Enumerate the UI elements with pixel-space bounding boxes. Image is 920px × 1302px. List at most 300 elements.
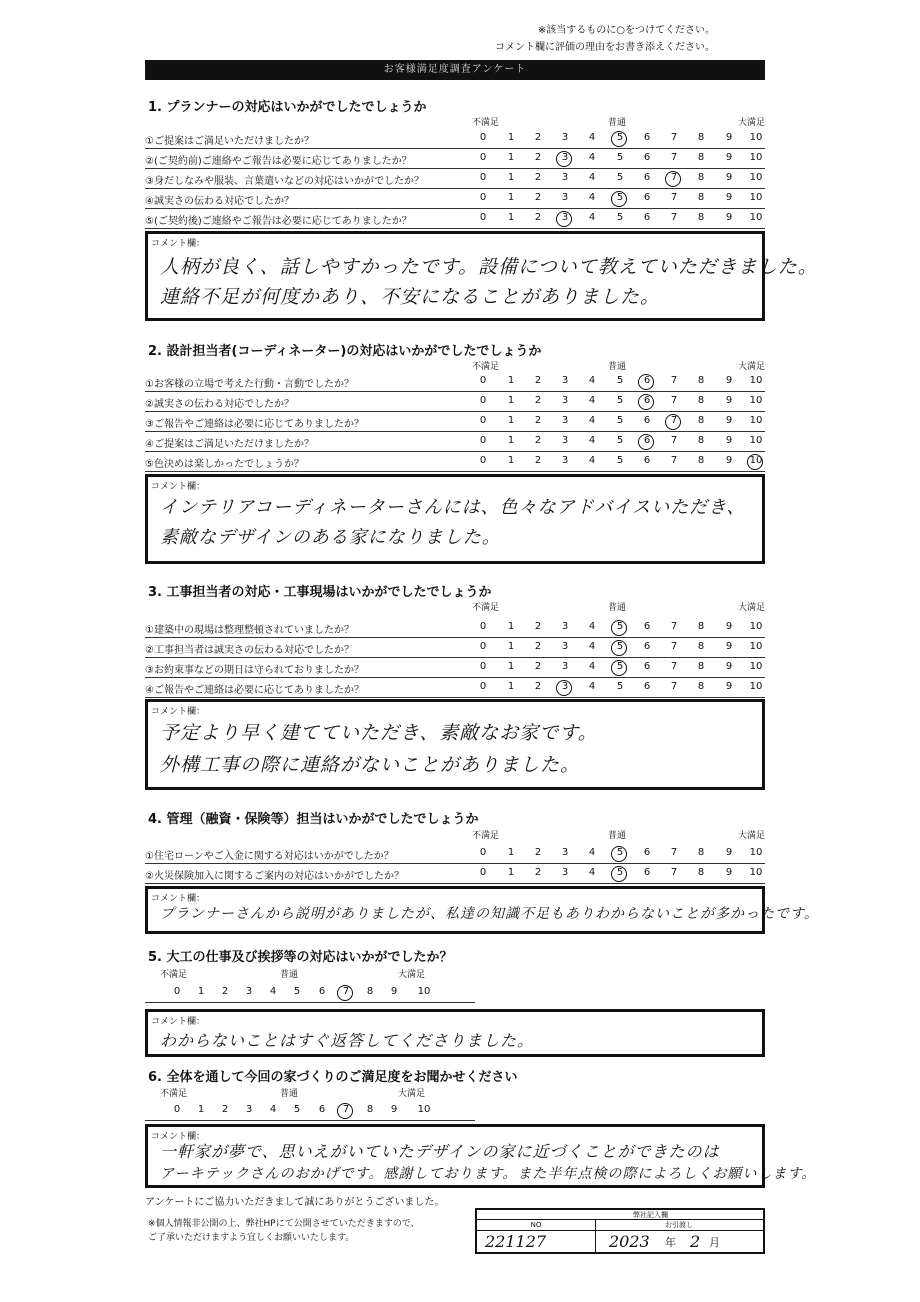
rating-option-6[interactable]: 6 — [643, 681, 651, 692]
rating-option-9[interactable]: 9 — [725, 847, 733, 858]
rating-option-4[interactable]: 4 — [588, 867, 596, 878]
rating-option-6[interactable]: 6 — [643, 641, 651, 652]
section-2-question-5: ⑤色決めは楽しかったでしょうか？ — [145, 459, 304, 470]
rating-option-5[interactable]: 5 — [616, 681, 624, 692]
rating-option-0[interactable]: 0 — [173, 986, 181, 997]
rating-option-1[interactable]: 1 — [507, 395, 515, 406]
rating-option-8[interactable]: 8 — [697, 415, 705, 426]
rating-option-3[interactable]: 3 — [561, 395, 569, 406]
question-row — [145, 637, 765, 658]
rating-option-0[interactable]: 0 — [479, 172, 487, 183]
thanks-text: アンケートにご協力いただきまして誠にありがとうございました。 — [145, 1197, 445, 1208]
rating-option-7[interactable]: 7 — [336, 1104, 356, 1115]
rating-option-5[interactable]: 5 — [610, 192, 630, 203]
rating-option-9[interactable]: 9 — [725, 621, 733, 632]
rating-option-3[interactable]: 3 — [561, 867, 569, 878]
rating-option-0[interactable]: 0 — [479, 435, 487, 446]
section-4-title: 4. 管理（融資・保険等）担当はいかがでしたでしょうか — [148, 812, 479, 827]
rating-option-2[interactable]: 2 — [534, 867, 542, 878]
rating-option-10[interactable]: 10 — [749, 681, 763, 692]
rating-option-7[interactable]: 7 — [670, 152, 678, 163]
rating-option-7[interactable]: 7 — [670, 375, 678, 386]
rating-option-4[interactable]: 4 — [269, 1104, 277, 1115]
section-1-question-4: ④誠実さの伝わる対応でしたか？ — [145, 196, 294, 207]
rating-option-1[interactable]: 1 — [507, 172, 515, 183]
section-2-low-label: 不満足 — [472, 362, 500, 372]
rating-option-6[interactable]: 6 — [643, 415, 651, 426]
rating-option-0[interactable]: 0 — [479, 395, 487, 406]
comment-label: コメント欄： — [151, 894, 206, 904]
rating-option-5[interactable]: 5 — [610, 132, 630, 143]
rating-option-2[interactable]: 2 — [534, 621, 542, 632]
rating-option-4[interactable]: 4 — [588, 621, 596, 632]
privacy-note-2: ご了承いただけますよう宜しくお願いいたします。 — [148, 1233, 355, 1243]
rating-option-4[interactable]: 4 — [588, 192, 596, 203]
question-row — [145, 843, 765, 864]
section-1-question-2: ②(ご契約前)ご連絡やご報告は必要に応じてありましたか？ — [145, 156, 412, 167]
section-5-comment-line: わからないことはすぐ返答してくださりました。 — [160, 1031, 535, 1050]
rating-option-1[interactable]: 1 — [507, 681, 515, 692]
no-value: 221127 — [485, 1232, 547, 1251]
rating-option-0[interactable]: 0 — [479, 847, 487, 858]
rating-option-9[interactable]: 9 — [390, 1104, 398, 1115]
rating-option-5[interactable]: 5 — [616, 152, 624, 163]
rating-option-9[interactable]: 9 — [725, 132, 733, 143]
rating-option-5[interactable]: 5 — [616, 415, 624, 426]
rating-option-10[interactable]: 10 — [749, 152, 763, 163]
rating-option-3[interactable]: 3 — [561, 455, 569, 466]
rating-option-7[interactable]: 7 — [670, 435, 678, 446]
rating-option-3[interactable]: 3 — [245, 1104, 253, 1115]
rating-option-0[interactable]: 0 — [479, 455, 487, 466]
rating-option-7[interactable]: 7 — [670, 192, 678, 203]
question-row — [145, 657, 765, 678]
rating-option-1[interactable]: 1 — [507, 212, 515, 223]
rating-option-9[interactable]: 9 — [725, 415, 733, 426]
rating-option-0[interactable]: 0 — [479, 212, 487, 223]
rating-option-8[interactable]: 8 — [697, 192, 705, 203]
rating-option-0[interactable]: 0 — [479, 621, 487, 632]
selected-circle — [611, 640, 627, 656]
selected-circle — [638, 374, 654, 390]
rating-option-7[interactable]: 7 — [664, 172, 684, 183]
selected-circle — [556, 211, 572, 227]
selected-circle — [747, 454, 763, 470]
question-row — [145, 863, 765, 884]
rating-option-2[interactable]: 2 — [534, 395, 542, 406]
selected-circle — [337, 1103, 353, 1119]
rating-option-3[interactable]: 3 — [561, 172, 569, 183]
question-row — [145, 451, 765, 472]
rating-option-6[interactable]: 6 — [643, 192, 651, 203]
question-row — [145, 128, 765, 149]
rating-option-9[interactable]: 9 — [725, 152, 733, 163]
rating-option-3[interactable]: 3 — [561, 847, 569, 858]
rating-option-4[interactable]: 4 — [588, 212, 596, 223]
rating-option-2[interactable]: 2 — [534, 192, 542, 203]
rating-option-3[interactable]: 3 — [245, 986, 253, 997]
selected-circle — [638, 394, 654, 410]
selected-circle — [556, 151, 572, 167]
section-4-comment-box — [145, 886, 819, 934]
section-2-comment-box — [145, 474, 765, 564]
question-row — [145, 431, 765, 452]
rating-option-2[interactable]: 2 — [534, 661, 542, 672]
section-4-high-label: 大満足 — [738, 831, 766, 841]
section-6-title: 6. 全体を通して今回の家づくりのご満足度をお聞かせください — [148, 1070, 518, 1085]
rating-option-2[interactable]: 2 — [534, 375, 542, 386]
section-2-question-1: ①お客様の立場で考えた行動・言動でしたか？ — [145, 379, 354, 390]
rating-option-1[interactable]: 1 — [507, 415, 515, 426]
rating-option-0[interactable]: 0 — [479, 867, 487, 878]
rating-option-1[interactable]: 1 — [507, 641, 515, 652]
rating-option-10[interactable]: 10 — [749, 192, 763, 203]
rating-option-2[interactable]: 2 — [534, 847, 542, 858]
rating-option-9[interactable]: 9 — [725, 212, 733, 223]
rating-option-3[interactable]: 3 — [561, 192, 569, 203]
rating-option-8[interactable]: 8 — [697, 641, 705, 652]
rating-option-4[interactable]: 4 — [588, 641, 596, 652]
rating-option-8[interactable]: 8 — [366, 1104, 374, 1115]
section-2-question-4: ④ご提案はご満足いただけましたか？ — [145, 439, 314, 450]
rating-option-8[interactable]: 8 — [697, 847, 705, 858]
section-1-high-label: 大満足 — [738, 118, 766, 128]
selected-circle — [556, 680, 572, 696]
rating-option-10[interactable]: 10 — [749, 172, 763, 183]
rating-option-0[interactable]: 0 — [479, 661, 487, 672]
rating-option-6[interactable]: 6 — [643, 867, 651, 878]
rating-option-1[interactable]: 1 — [507, 132, 515, 143]
rating-option-5[interactable]: 5 — [610, 661, 630, 672]
rating-option-10[interactable]: 10 — [417, 1104, 431, 1115]
rating-option-7[interactable]: 7 — [670, 212, 678, 223]
rating-option-2[interactable]: 2 — [534, 681, 542, 692]
rating-option-3[interactable]: 3 — [561, 621, 569, 632]
rating-option-1[interactable]: 1 — [197, 986, 205, 997]
rating-option-9[interactable]: 9 — [725, 455, 733, 466]
rating-option-6[interactable]: 6 — [643, 132, 651, 143]
rating-option-1[interactable]: 1 — [197, 1104, 205, 1115]
rating-option-6[interactable]: 6 — [637, 435, 657, 446]
office-divider — [595, 1220, 596, 1252]
rating-option-5[interactable]: 5 — [616, 375, 624, 386]
section-3-mid-label: 普通 — [608, 603, 627, 613]
rating-option-6[interactable]: 6 — [643, 621, 651, 632]
rating-option-7[interactable]: 7 — [670, 132, 678, 143]
rating-option-3[interactable]: 3 — [555, 152, 575, 163]
rating-option-3[interactable]: 3 — [561, 132, 569, 143]
rating-option-9[interactable]: 9 — [725, 192, 733, 203]
question-row — [145, 208, 765, 229]
rating-option-10[interactable]: 10 — [749, 395, 763, 406]
selected-circle — [611, 866, 627, 882]
rating-option-3[interactable]: 3 — [561, 415, 569, 426]
rating-option-1[interactable]: 1 — [507, 847, 515, 858]
section-3-comment-line-2: 外構工事の際に連絡がないことがありました。 — [160, 754, 581, 776]
rating-option-1[interactable]: 1 — [507, 435, 515, 446]
rating-option-8[interactable]: 8 — [697, 661, 705, 672]
rating-option-4[interactable]: 4 — [588, 375, 596, 386]
rating-option-6[interactable]: 6 — [637, 395, 657, 406]
rating-option-7[interactable]: 7 — [670, 395, 678, 406]
section-2-high-label: 大満足 — [738, 362, 766, 372]
rating-option-4[interactable]: 4 — [269, 986, 277, 997]
year-unit: 年 — [665, 1236, 676, 1249]
section-1-mid-label: 普通 — [608, 118, 627, 128]
section-4-question-2: ②火災保険加入に関するご案内の対応はいかがでしたか？ — [145, 871, 404, 882]
section-2-comment-line-1: インテリアコーディネーターさんには、色々なアドバイスいただき、 — [160, 497, 746, 518]
rating-option-0[interactable]: 0 — [173, 1104, 181, 1115]
rating-option-1[interactable]: 1 — [507, 455, 515, 466]
rating-option-2[interactable]: 2 — [534, 132, 542, 143]
rating-option-7[interactable]: 7 — [670, 847, 678, 858]
selected-circle — [611, 660, 627, 676]
rating-option-7[interactable]: 7 — [670, 621, 678, 632]
rating-option-1[interactable]: 1 — [507, 192, 515, 203]
rating-option-6[interactable]: 6 — [643, 212, 651, 223]
handover-month: 2 — [690, 1232, 701, 1251]
rating-option-8[interactable]: 8 — [697, 395, 705, 406]
section-5-high-label: 大満足 — [398, 970, 426, 980]
rating-option-6[interactable]: 6 — [643, 661, 651, 672]
rating-option-10[interactable]: 10 — [749, 621, 763, 632]
rating-option-3[interactable]: 3 — [555, 681, 575, 692]
rating-option-8[interactable]: 8 — [697, 867, 705, 878]
rating-option-5[interactable]: 5 — [616, 212, 624, 223]
rating-option-5[interactable]: 5 — [293, 1104, 301, 1115]
rating-option-1[interactable]: 1 — [507, 152, 515, 163]
rating-option-5[interactable]: 5 — [616, 395, 624, 406]
rating-option-3[interactable]: 3 — [561, 661, 569, 672]
section-4-mid-label: 普通 — [608, 831, 627, 841]
section-5-rule — [145, 1002, 475, 1003]
rating-option-1[interactable]: 1 — [507, 375, 515, 386]
rating-option-0[interactable]: 0 — [479, 641, 487, 652]
selected-circle — [638, 434, 654, 450]
rating-option-0[interactable]: 0 — [479, 192, 487, 203]
rating-option-10[interactable]: 10 — [749, 867, 763, 878]
section-1-title: 1. プランナーの対応はいかがでしたでしょうか — [148, 100, 427, 115]
question-row — [145, 391, 765, 412]
rating-option-10[interactable]: 10 — [746, 455, 766, 466]
rating-option-4[interactable]: 4 — [588, 435, 596, 446]
rating-option-4[interactable]: 4 — [588, 681, 596, 692]
rating-option-8[interactable]: 8 — [697, 621, 705, 632]
no-label: NO — [477, 1220, 596, 1231]
selected-circle — [665, 414, 681, 430]
section-4-low-label: 不満足 — [472, 831, 500, 841]
section-5-scale — [0, 986, 920, 1006]
section-1-comment-line-2: 連絡不足が何度かあり、不安になることがありました。 — [160, 286, 661, 308]
rating-option-6[interactable]: 6 — [643, 152, 651, 163]
rating-option-2[interactable]: 2 — [534, 152, 542, 163]
handover-label: お引渡し — [595, 1220, 763, 1231]
section-2-question-3: ③ご報告やご連絡は必要に応じてありましたか？ — [145, 419, 364, 430]
rating-option-7[interactable]: 7 — [664, 415, 684, 426]
section-2-question-2: ②誠実さの伝わる対応でしたか？ — [145, 399, 294, 410]
rating-option-2[interactable]: 2 — [534, 455, 542, 466]
rating-option-9[interactable]: 9 — [725, 435, 733, 446]
section-3-high-label: 大満足 — [738, 603, 766, 613]
section-5-comment-box — [145, 1009, 765, 1057]
title-bar: お客様満足度調査アンケート — [145, 60, 765, 80]
section-3-low-label: 不満足 — [472, 603, 500, 613]
rating-option-2[interactable]: 2 — [534, 212, 542, 223]
section-6-comment-line-1: 一軒家が夢で、思いえがいていたデザインの家に近づくことができたのは — [160, 1142, 720, 1161]
rating-option-9[interactable]: 9 — [725, 681, 733, 692]
rating-option-4[interactable]: 4 — [588, 661, 596, 672]
rating-option-10[interactable]: 10 — [749, 435, 763, 446]
rating-option-5[interactable]: 5 — [610, 867, 630, 878]
comment-label: コメント欄： — [151, 1017, 206, 1027]
rating-option-5[interactable]: 5 — [616, 435, 624, 446]
rating-option-8[interactable]: 8 — [697, 455, 705, 466]
rating-option-6[interactable]: 6 — [318, 986, 326, 997]
privacy-note-1: ※個人情報非公開の上、弊社HPにて公開させていただきますので、 — [148, 1219, 420, 1229]
rating-option-4[interactable]: 4 — [588, 847, 596, 858]
rating-option-9[interactable]: 9 — [725, 172, 733, 183]
rating-option-10[interactable]: 10 — [749, 415, 763, 426]
section-1-question-3: ③身だしなみや服装、言葉遣いなどの対応はいかがでしたか？ — [145, 176, 424, 187]
rating-option-9[interactable]: 9 — [390, 986, 398, 997]
rating-option-6[interactable]: 6 — [637, 375, 657, 386]
section-6-low-label: 不満足 — [160, 1089, 188, 1099]
rating-option-10[interactable]: 10 — [417, 986, 431, 997]
rating-option-1[interactable]: 1 — [507, 661, 515, 672]
rating-option-10[interactable]: 10 — [749, 661, 763, 672]
rating-option-4[interactable]: 4 — [588, 152, 596, 163]
question-row — [145, 371, 765, 392]
office-use-box — [475, 1208, 765, 1254]
rating-option-9[interactable]: 9 — [725, 395, 733, 406]
rating-option-0[interactable]: 0 — [479, 375, 487, 386]
rating-option-2[interactable]: 2 — [534, 641, 542, 652]
rating-option-7[interactable]: 7 — [670, 455, 678, 466]
section-5-title: 5. 大工の仕事及び挨拶等の対応はいかがでしたか？ — [148, 950, 453, 965]
rating-option-8[interactable]: 8 — [697, 172, 705, 183]
rating-option-9[interactable]: 9 — [725, 641, 733, 652]
rating-option-6[interactable]: 6 — [643, 847, 651, 858]
rating-option-5[interactable]: 5 — [293, 986, 301, 997]
rating-option-3[interactable]: 3 — [561, 435, 569, 446]
rating-option-5[interactable]: 5 — [610, 847, 630, 858]
section-5-low-label: 不満足 — [160, 970, 188, 980]
rating-option-2[interactable]: 2 — [534, 172, 542, 183]
section-2-mid-label: 普通 — [608, 362, 627, 372]
rating-option-8[interactable]: 8 — [697, 152, 705, 163]
rating-option-0[interactable]: 0 — [479, 152, 487, 163]
rating-option-9[interactable]: 9 — [725, 867, 733, 878]
selected-circle — [665, 171, 681, 187]
section-6-scale — [0, 1104, 920, 1124]
comment-label: コメント欄： — [151, 1132, 206, 1142]
comment-label: コメント欄： — [151, 707, 206, 717]
comment-label: コメント欄： — [151, 239, 206, 249]
rating-option-2[interactable]: 2 — [534, 435, 542, 446]
selected-circle — [337, 985, 353, 1001]
rating-option-10[interactable]: 10 — [749, 847, 763, 858]
rating-option-6[interactable]: 6 — [643, 172, 651, 183]
section-4-question-1: ①住宅ローンやご入金に関する対応はいかがでしたか？ — [145, 851, 394, 862]
rating-option-7[interactable]: 7 — [670, 681, 678, 692]
section-4-comment-line-1: プランナーさんから説明がありましたが、私達の知識不足もありわからないことが多かったです。 — [160, 906, 819, 922]
section-1-comment-box — [145, 231, 818, 321]
question-row — [145, 188, 765, 209]
rating-option-4[interactable]: 4 — [588, 132, 596, 143]
rating-option-3[interactable]: 3 — [561, 375, 569, 386]
selected-circle — [611, 191, 627, 207]
rating-option-8[interactable]: 8 — [697, 132, 705, 143]
month-unit: 月 — [709, 1236, 720, 1249]
comment-label: コメント欄： — [151, 482, 206, 492]
rating-option-4[interactable]: 4 — [588, 455, 596, 466]
instruction-note-1: ※該当するものに○をつけてください。 — [537, 25, 715, 36]
rating-option-10[interactable]: 10 — [749, 375, 763, 386]
section-1-comment-line-1: 人柄が良く、話しやすかったです。設備について教えていただきました。 — [160, 256, 818, 278]
question-row — [145, 148, 765, 169]
rating-option-9[interactable]: 9 — [725, 375, 733, 386]
rating-option-8[interactable]: 8 — [697, 212, 705, 223]
section-3-question-1: ①建築中の現場は整理整頓されていましたか？ — [145, 625, 354, 636]
rating-option-2[interactable]: 2 — [221, 986, 229, 997]
rating-option-10[interactable]: 10 — [749, 132, 763, 143]
rating-option-3[interactable]: 3 — [561, 641, 569, 652]
rating-option-4[interactable]: 4 — [588, 415, 596, 426]
section-3-question-3: ③お約束事などの期日は守られておりましたか？ — [145, 665, 364, 676]
rating-option-10[interactable]: 10 — [749, 212, 763, 223]
question-row — [145, 411, 765, 432]
rating-option-10[interactable]: 10 — [749, 641, 763, 652]
office-header: 弊社記入欄 — [477, 1210, 763, 1220]
selected-circle — [611, 131, 627, 147]
rating-option-8[interactable]: 8 — [366, 986, 374, 997]
rating-option-7[interactable]: 7 — [336, 986, 356, 997]
rating-option-5[interactable]: 5 — [610, 641, 630, 652]
rating-option-0[interactable]: 0 — [479, 132, 487, 143]
rating-option-9[interactable]: 9 — [725, 661, 733, 672]
rating-option-6[interactable]: 6 — [318, 1104, 326, 1115]
rating-option-8[interactable]: 8 — [697, 375, 705, 386]
rating-option-5[interactable]: 5 — [610, 621, 630, 632]
rating-option-1[interactable]: 1 — [507, 621, 515, 632]
rating-option-4[interactable]: 4 — [588, 395, 596, 406]
rating-option-5[interactable]: 5 — [616, 172, 624, 183]
rating-option-5[interactable]: 5 — [616, 455, 624, 466]
rating-option-7[interactable]: 7 — [670, 641, 678, 652]
section-6-mid-label: 普通 — [280, 1089, 299, 1099]
rating-option-6[interactable]: 6 — [643, 455, 651, 466]
rating-option-2[interactable]: 2 — [534, 415, 542, 426]
section-3-question-4: ④ご報告やご連絡は必要に応じてありましたか？ — [145, 685, 364, 696]
section-1-question-1: ①ご提案はご満足いただけましたか？ — [145, 136, 314, 147]
rating-option-4[interactable]: 4 — [588, 172, 596, 183]
rating-option-0[interactable]: 0 — [479, 681, 487, 692]
rating-option-0[interactable]: 0 — [479, 415, 487, 426]
section-5-mid-label: 普通 — [280, 970, 299, 980]
rating-option-8[interactable]: 8 — [697, 435, 705, 446]
instruction-note-2: コメント欄に評価の理由をお書き添えください。 — [495, 42, 715, 53]
section-3-comment-line-1: 予定より早く建てていただき、素敵なお家です。 — [160, 722, 598, 744]
rating-option-1[interactable]: 1 — [507, 867, 515, 878]
rating-option-3[interactable]: 3 — [555, 212, 575, 223]
section-2-title: 2. 設計担当者(コーディネーター)の対応はいかがでしたでしょうか — [148, 344, 542, 359]
section-6-high-label: 大満足 — [398, 1089, 426, 1099]
rating-option-8[interactable]: 8 — [697, 681, 705, 692]
selected-circle — [611, 846, 627, 862]
rating-option-2[interactable]: 2 — [221, 1104, 229, 1115]
rating-option-7[interactable]: 7 — [670, 867, 678, 878]
rating-option-7[interactable]: 7 — [670, 661, 678, 672]
